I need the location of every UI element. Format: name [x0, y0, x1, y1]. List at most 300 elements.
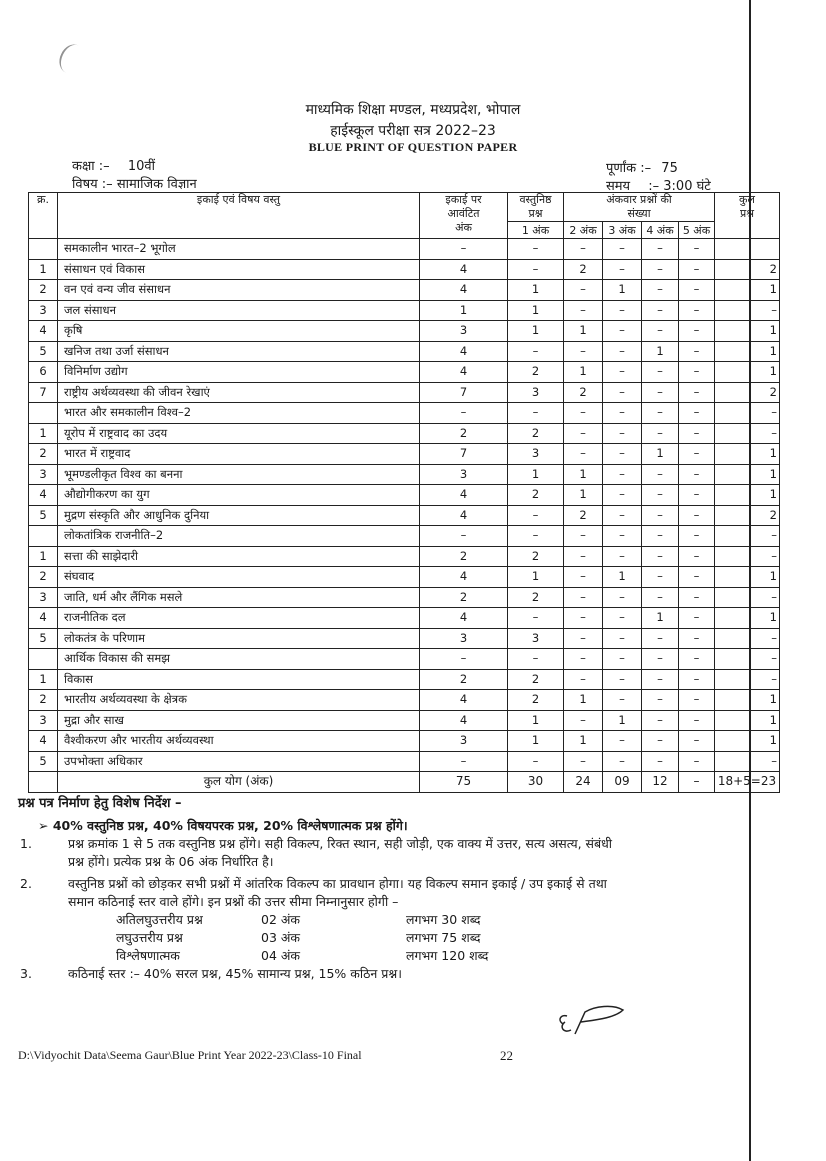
- instructions-bullet: [18, 817, 778, 835]
- totals-obj: 30: [508, 772, 564, 793]
- row-2-mark: –: [564, 751, 603, 772]
- row-topic: विनिर्माण उद्योग: [58, 362, 420, 383]
- table-row: [29, 259, 780, 280]
- row-sno: 5: [29, 341, 58, 362]
- col-obj-l1: वस्तुनिष्ठ: [519, 193, 552, 206]
- totals-m4: 12: [642, 772, 679, 793]
- table-row: [29, 710, 780, 731]
- table-row: [29, 239, 780, 260]
- row-3-mark: –: [603, 526, 642, 547]
- row-alloc: 1: [420, 300, 508, 321]
- row-sno: 2: [29, 690, 58, 711]
- row-total: –: [715, 751, 780, 772]
- row-3-mark: –: [603, 485, 642, 506]
- note-1: [18, 835, 778, 871]
- note-2: [18, 875, 778, 911]
- row-objective: –: [508, 239, 564, 260]
- row-5-mark: –: [679, 321, 715, 342]
- row-topic: जाति, धर्म और लैंगिक मसले: [58, 587, 420, 608]
- time-label: समय: [606, 179, 631, 194]
- table-row: [29, 608, 780, 629]
- time-sep: :–: [648, 179, 660, 194]
- limit-row: [18, 947, 778, 965]
- row-5-mark: –: [679, 485, 715, 506]
- row-alloc: 3: [420, 731, 508, 752]
- row-2-mark: 2: [564, 505, 603, 526]
- row-sno: 1: [29, 546, 58, 567]
- row-topic: वन एवं वन्य जीव संसाधन: [58, 280, 420, 301]
- row-topic: संसाधन एवं विकास: [58, 259, 420, 280]
- limit-row: [18, 929, 778, 947]
- row-total: –: [715, 628, 780, 649]
- row-total: 1: [715, 444, 780, 465]
- row-total: –: [715, 649, 780, 670]
- row-5-mark: –: [679, 362, 715, 383]
- limit-words: लगभग 30 शब्द: [406, 912, 481, 927]
- note-3: [18, 965, 778, 983]
- row-4-mark: –: [642, 546, 679, 567]
- row-sno: 4: [29, 485, 58, 506]
- row-5-mark: –: [679, 731, 715, 752]
- row-total: 1: [715, 280, 780, 301]
- row-4-mark: –: [642, 362, 679, 383]
- row-topic: यूरोप में राष्ट्रवाद का उदय: [58, 423, 420, 444]
- row-total: [715, 239, 780, 260]
- row-topic: लोकतंत्र के परिणाम: [58, 628, 420, 649]
- row-alloc: 4: [420, 341, 508, 362]
- row-4-mark: –: [642, 321, 679, 342]
- row-5-mark: –: [679, 526, 715, 547]
- row-objective: –: [508, 403, 564, 424]
- time-value: 3:00 घंटे: [663, 179, 711, 194]
- row-sno: 3: [29, 300, 58, 321]
- row-total: –: [715, 423, 780, 444]
- table-row: [29, 423, 780, 444]
- row-objective: 3: [508, 628, 564, 649]
- row-alloc: –: [420, 751, 508, 772]
- class-line: [72, 156, 155, 174]
- row-4-mark: –: [642, 587, 679, 608]
- row-5-mark: –: [679, 403, 715, 424]
- row-2-mark: –: [564, 239, 603, 260]
- table-row: [29, 485, 780, 506]
- board-title: माध्यमिक शिक्षा मण्डल, मध्यप्रदेश, भोपाल: [305, 102, 521, 118]
- row-2-mark: –: [564, 587, 603, 608]
- row-2-mark: 1: [564, 690, 603, 711]
- row-total: 2: [715, 382, 780, 403]
- row-alloc: 4: [420, 280, 508, 301]
- row-3-mark: 1: [603, 710, 642, 731]
- word-limits: [18, 911, 778, 965]
- note-3-text: कठिनाई स्तर :– 40% सरल प्रश्न, 45% सामान्य प्रश्न, 15% कठिन प्रश्न।: [68, 966, 402, 981]
- sub-4-mark: 4 अंक: [642, 222, 679, 239]
- class-value: 10वीं: [127, 159, 155, 174]
- row-4-mark: –: [642, 628, 679, 649]
- col-alloc-l3: अंक: [455, 221, 472, 234]
- row-5-mark: –: [679, 587, 715, 608]
- row-objective: 1: [508, 321, 564, 342]
- instructions: [18, 795, 778, 983]
- row-objective: –: [508, 526, 564, 547]
- row-alloc: –: [420, 239, 508, 260]
- row-4-mark: –: [642, 423, 679, 444]
- row-5-mark: –: [679, 300, 715, 321]
- table-row: [29, 751, 780, 772]
- sub-3-mark: 3 अंक: [603, 222, 642, 239]
- row-total: 1: [715, 321, 780, 342]
- row-alloc: 4: [420, 567, 508, 588]
- row-2-mark: 1: [564, 464, 603, 485]
- col-obj-l2: प्रश्न: [528, 207, 543, 220]
- row-objective: –: [508, 341, 564, 362]
- row-5-mark: –: [679, 669, 715, 690]
- row-5-mark: –: [679, 649, 715, 670]
- scan-mark: [55, 40, 89, 77]
- row-5-mark: –: [679, 444, 715, 465]
- page-number: 22: [500, 1048, 513, 1063]
- row-sno: 2: [29, 444, 58, 465]
- row-total: 1: [715, 690, 780, 711]
- limit-marks: 02 अंक: [261, 912, 301, 927]
- subject-label: विषय :–: [72, 177, 113, 192]
- row-4-mark: 1: [642, 444, 679, 465]
- row-3-mark: –: [603, 587, 642, 608]
- row-topic: मुद्रा और साख: [58, 710, 420, 731]
- row-total: 1: [715, 485, 780, 506]
- totals-total: 18+5=23: [715, 772, 780, 793]
- row-topic: भारतीय अर्थव्यवस्था के क्षेत्रक: [58, 690, 420, 711]
- row-4-mark: –: [642, 526, 679, 547]
- row-objective: –: [508, 505, 564, 526]
- row-4-mark: –: [642, 485, 679, 506]
- row-alloc: 4: [420, 710, 508, 731]
- row-3-mark: –: [603, 505, 642, 526]
- col-total-l2: प्रश्न: [739, 207, 755, 220]
- totals-m2: 24: [564, 772, 603, 793]
- table-row: [29, 587, 780, 608]
- note-2-line-b: समान कठिनाई स्तर वाले होंगे। इन प्रश्नों की उत्तर सीमा निम्नानुसार होगी –: [68, 894, 399, 909]
- row-3-mark: –: [603, 546, 642, 567]
- row-objective: 2: [508, 669, 564, 690]
- col-alloc: [420, 193, 508, 239]
- row-alloc: 3: [420, 464, 508, 485]
- row-4-mark: –: [642, 505, 679, 526]
- table-row: [29, 505, 780, 526]
- row-sno: 4: [29, 731, 58, 752]
- row-total: –: [715, 403, 780, 424]
- row-sno: 2: [29, 280, 58, 301]
- table-row: [29, 341, 780, 362]
- note-3-number: 3.: [20, 966, 32, 981]
- row-topic: कृषि: [58, 321, 420, 342]
- row-2-mark: –: [564, 300, 603, 321]
- row-2-mark: 1: [564, 485, 603, 506]
- row-topic: भारत में राष्ट्रवाद: [58, 444, 420, 465]
- row-alloc: –: [420, 526, 508, 547]
- file-path: D:\Vidyochit Data\Seema Gaur\Blue Print Year 2022-23\Class-10 Final: [18, 1048, 362, 1062]
- row-total: 1: [715, 362, 780, 383]
- row-4-mark: –: [642, 239, 679, 260]
- table-row: [29, 690, 780, 711]
- row-3-mark: –: [603, 239, 642, 260]
- row-2-mark: 2: [564, 259, 603, 280]
- row-4-mark: –: [642, 403, 679, 424]
- row-4-mark: –: [642, 649, 679, 670]
- row-total: 2: [715, 505, 780, 526]
- row-total: –: [715, 526, 780, 547]
- row-2-mark: –: [564, 608, 603, 629]
- limit-type: अतिलघुउत्तरीय प्रश्न: [116, 912, 203, 927]
- totals-blank: [29, 772, 58, 793]
- row-4-mark: –: [642, 710, 679, 731]
- row-sno: 1: [29, 669, 58, 690]
- row-total: 1: [715, 567, 780, 588]
- table-row: [29, 546, 780, 567]
- row-objective: 2: [508, 362, 564, 383]
- row-total: 2: [715, 259, 780, 280]
- arrow-bullet-icon: ➢: [38, 818, 49, 833]
- row-3-mark: 1: [603, 280, 642, 301]
- row-topic: आर्थिक विकास की समझ: [58, 649, 420, 670]
- row-2-mark: –: [564, 628, 603, 649]
- row-total: –: [715, 587, 780, 608]
- row-3-mark: 1: [603, 567, 642, 588]
- row-3-mark: –: [603, 690, 642, 711]
- row-objective: 2: [508, 423, 564, 444]
- row-topic: औद्योगीकरण का युग: [58, 485, 420, 506]
- table-row: [29, 403, 780, 424]
- col-single: [564, 193, 715, 222]
- row-objective: 1: [508, 280, 564, 301]
- row-objective: –: [508, 259, 564, 280]
- table-row: [29, 526, 780, 547]
- row-2-mark: –: [564, 669, 603, 690]
- row-2-mark: –: [564, 423, 603, 444]
- row-total: –: [715, 300, 780, 321]
- row-alloc: 3: [420, 628, 508, 649]
- table-row: [29, 362, 780, 383]
- row-sno: 4: [29, 321, 58, 342]
- marks-value: 75: [661, 161, 678, 176]
- row-topic: लोकतांत्रिक राजनीति–2: [58, 526, 420, 547]
- row-4-mark: –: [642, 300, 679, 321]
- row-topic: राजनीतिक दल: [58, 608, 420, 629]
- row-2-mark: –: [564, 649, 603, 670]
- row-4-mark: –: [642, 382, 679, 403]
- subject-value: सामाजिक विज्ञान: [116, 177, 197, 192]
- row-sno: [29, 649, 58, 670]
- document-title: BLUE PRINT OF QUESTION PAPER: [308, 140, 518, 154]
- totals-m3: 09: [603, 772, 642, 793]
- row-5-mark: –: [679, 751, 715, 772]
- row-5-mark: –: [679, 382, 715, 403]
- row-sno: 3: [29, 587, 58, 608]
- row-3-mark: –: [603, 321, 642, 342]
- col-total-l1: कुल: [739, 193, 755, 206]
- row-total: 1: [715, 710, 780, 731]
- subject-line: [72, 174, 197, 192]
- row-total: –: [715, 669, 780, 690]
- limit-marks: 04 अंक: [261, 948, 301, 963]
- row-objective: 1: [508, 710, 564, 731]
- row-4-mark: –: [642, 669, 679, 690]
- row-sno: 5: [29, 751, 58, 772]
- row-2-mark: 1: [564, 731, 603, 752]
- row-3-mark: –: [603, 382, 642, 403]
- instructions-heading: प्रश्न पत्र निर्माण हेतु विशेष निर्देश –: [18, 796, 182, 811]
- row-4-mark: –: [642, 259, 679, 280]
- row-total: 1: [715, 731, 780, 752]
- row-topic: समकालीन भारत–2 भूगोल: [58, 239, 420, 260]
- exam-session: हाईस्कूल परीक्षा सत्र 2022–23: [330, 123, 496, 139]
- row-5-mark: –: [679, 239, 715, 260]
- row-3-mark: –: [603, 649, 642, 670]
- row-3-mark: –: [603, 403, 642, 424]
- row-sno: 2: [29, 567, 58, 588]
- row-2-mark: –: [564, 280, 603, 301]
- row-alloc: –: [420, 403, 508, 424]
- row-topic: खनिज तथा उर्जा संसाधन: [58, 341, 420, 362]
- table-row: [29, 669, 780, 690]
- row-5-mark: –: [679, 423, 715, 444]
- row-topic: वैश्वीकरण और भारतीय अर्थव्यवस्था: [58, 731, 420, 752]
- row-objective: –: [508, 608, 564, 629]
- row-objective: 2: [508, 587, 564, 608]
- row-3-mark: –: [603, 608, 642, 629]
- row-objective: –: [508, 649, 564, 670]
- sub-2-mark: 2 अंक: [564, 222, 603, 239]
- row-2-mark: –: [564, 567, 603, 588]
- row-3-mark: –: [603, 669, 642, 690]
- row-3-mark: –: [603, 731, 642, 752]
- table-row: [29, 464, 780, 485]
- row-alloc: 3: [420, 321, 508, 342]
- row-3-mark: –: [603, 259, 642, 280]
- row-2-mark: –: [564, 341, 603, 362]
- marks-line: [606, 158, 678, 176]
- row-alloc: 2: [420, 669, 508, 690]
- row-5-mark: –: [679, 259, 715, 280]
- row-alloc: 7: [420, 444, 508, 465]
- row-3-mark: –: [603, 362, 642, 383]
- row-sno: [29, 403, 58, 424]
- row-topic: भूमण्डलीकृत विश्व का बनना: [58, 464, 420, 485]
- table-row: [29, 567, 780, 588]
- row-topic: विकास: [58, 669, 420, 690]
- note-1-line-a: प्रश्न क्रमांक 1 से 5 तक वस्तुनिष्ठ प्रश्न होंगे। सही विकल्प, रिक्त स्थान, सही जोड़ी, एक वाक्य में उत्तर, सत्य असत्य, संबंधी: [68, 836, 613, 851]
- row-objective: 3: [508, 444, 564, 465]
- signature: [555, 1002, 635, 1042]
- row-total: 1: [715, 464, 780, 485]
- limit-words: लगभग 75 शब्द: [406, 930, 481, 945]
- row-5-mark: –: [679, 546, 715, 567]
- row-4-mark: –: [642, 731, 679, 752]
- row-total: 1: [715, 341, 780, 362]
- note-2-number: 2.: [20, 876, 32, 891]
- row-alloc: 2: [420, 546, 508, 567]
- table-row: [29, 382, 780, 403]
- row-alloc: –: [420, 649, 508, 670]
- totals-m5: –: [679, 772, 715, 793]
- row-objective: 1: [508, 731, 564, 752]
- row-alloc: 4: [420, 259, 508, 280]
- table-row: [29, 731, 780, 752]
- note-1-number: 1.: [20, 836, 32, 851]
- row-2-mark: –: [564, 444, 603, 465]
- row-5-mark: –: [679, 690, 715, 711]
- table-row: [29, 628, 780, 649]
- row-2-mark: –: [564, 526, 603, 547]
- row-2-mark: –: [564, 546, 603, 567]
- row-5-mark: –: [679, 464, 715, 485]
- row-sno: 4: [29, 608, 58, 629]
- row-5-mark: –: [679, 567, 715, 588]
- row-alloc: 2: [420, 587, 508, 608]
- row-sno: 6: [29, 362, 58, 383]
- row-sno: 1: [29, 259, 58, 280]
- row-3-mark: –: [603, 751, 642, 772]
- sub-obj-1: 1 अंक: [508, 222, 564, 239]
- row-topic: उपभोक्ता अधिकार: [58, 751, 420, 772]
- row-sno: 1: [29, 423, 58, 444]
- col-single-l1: अंकवार प्रश्नों की: [606, 193, 672, 206]
- row-alloc: 4: [420, 608, 508, 629]
- class-label: कक्षा :–: [72, 159, 110, 174]
- row-topic: राष्ट्रीय अर्थव्यवस्था की जीवन रेखाएं: [58, 382, 420, 403]
- row-alloc: 2: [420, 423, 508, 444]
- row-topic: मुद्रण संस्कृति और आधुनिक दुनिया: [58, 505, 420, 526]
- row-5-mark: –: [679, 341, 715, 362]
- limit-type: लघुउत्तरीय प्रश्न: [116, 930, 183, 945]
- row-objective: 1: [508, 300, 564, 321]
- row-objective: 2: [508, 485, 564, 506]
- row-objective: –: [508, 751, 564, 772]
- row-sno: 5: [29, 505, 58, 526]
- row-sno: 5: [29, 628, 58, 649]
- col-unit: इकाई एवं विषय वस्तु: [58, 193, 420, 239]
- row-sno: 3: [29, 464, 58, 485]
- row-3-mark: –: [603, 341, 642, 362]
- row-objective: 3: [508, 382, 564, 403]
- col-single-l2: संख्या: [627, 207, 651, 220]
- table-row: [29, 649, 780, 670]
- table-row: [29, 321, 780, 342]
- row-sno: [29, 239, 58, 260]
- blueprint-table: [28, 192, 780, 793]
- row-4-mark: –: [642, 751, 679, 772]
- totals-row: [29, 772, 780, 793]
- row-3-mark: –: [603, 464, 642, 485]
- row-4-mark: 1: [642, 608, 679, 629]
- row-total: –: [715, 546, 780, 567]
- limit-row: [18, 911, 778, 929]
- sub-5-mark: 5 अंक: [679, 222, 715, 239]
- note-2-line-a: वस्तुनिष्ठ प्रश्नों को छोड़कर सभी प्रश्नों में आंतरिक विकल्प का प्रावधान होगा। यह विकल्प समान इकाई / उप इकाई से तथा: [68, 876, 607, 891]
- row-objective: 1: [508, 567, 564, 588]
- table-row: [29, 280, 780, 301]
- row-4-mark: 1: [642, 341, 679, 362]
- table-row: [29, 300, 780, 321]
- totals-alloc: 75: [420, 772, 508, 793]
- row-2-mark: 1: [564, 362, 603, 383]
- row-3-mark: –: [603, 423, 642, 444]
- note-1-line-b: प्रश्न होंगे। प्रत्येक प्रश्न के 06 अंक निर्धारित है।: [68, 854, 274, 869]
- col-sno: क्र.: [29, 193, 58, 239]
- row-sno: 3: [29, 710, 58, 731]
- row-alloc: 4: [420, 690, 508, 711]
- row-topic: भारत और समकालीन विश्व–2: [58, 403, 420, 424]
- col-alloc-l1: इकाई पर: [445, 193, 482, 206]
